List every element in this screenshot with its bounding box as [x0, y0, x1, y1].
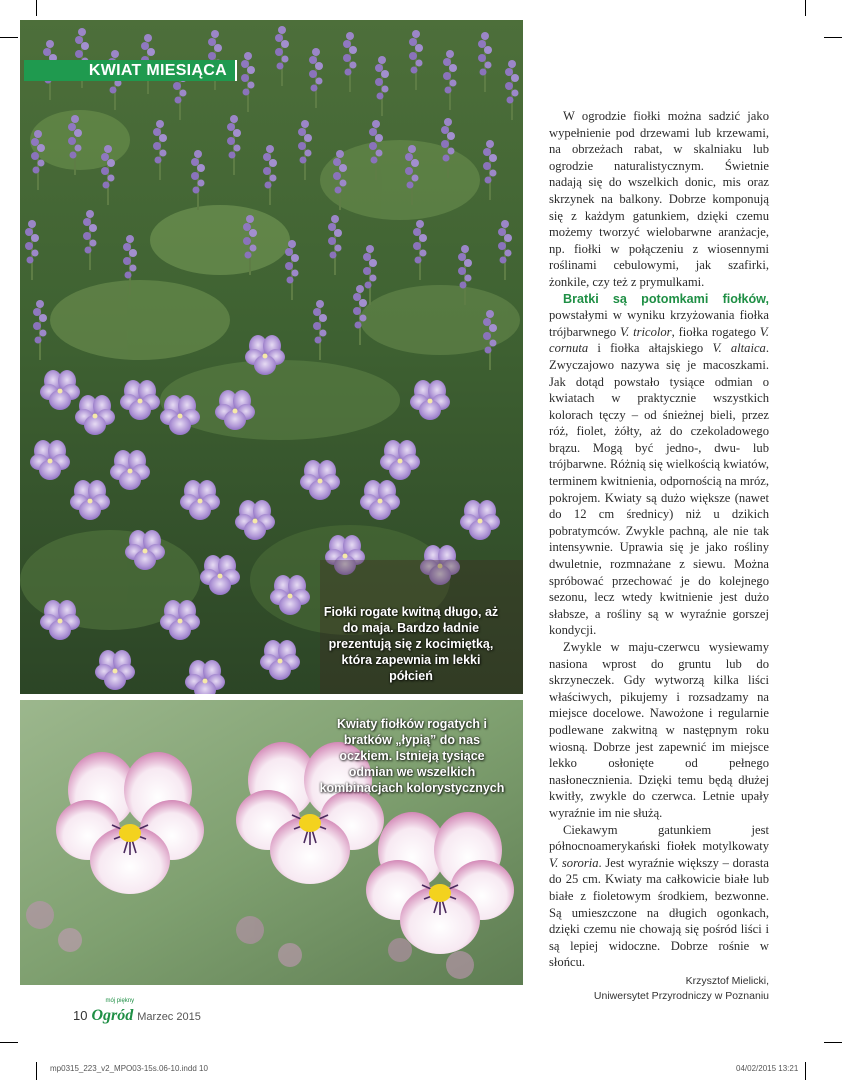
photo-violets-catmint	[20, 20, 523, 694]
logo-text: Ogród	[91, 1007, 134, 1024]
paragraph-4-text: . Jest wyraźnie większy – dorasta do 25 cm. Kwiaty ma całkowicie białe lub białe z fioletowym środkiem, bezwonne. Są umieszczone na długich ogonkach, dzięki czemu nie chowają się pośród liści i są lepiej widoczne. Dobrze rośnie w słońcu.	[549, 855, 769, 970]
crop-mark	[805, 0, 806, 16]
logo-tagline: mój piękny	[105, 998, 135, 1004]
crop-mark	[824, 37, 842, 38]
paragraph-4-text: Ciekawym gatunkiem jest północnoamerykański fiołek motylkowaty	[549, 822, 769, 854]
latin-name: V. altaica	[712, 341, 766, 356]
photo-caption-top: Fiołki rogate kwitną długo, aż do maja. Bardzo ładnie prezentują się z kocimiętką, która zapewnia im lekki półcień	[323, 605, 499, 683]
crop-mark	[805, 1062, 806, 1080]
violets-catmint-illustration	[20, 20, 523, 694]
paragraph-3: Zwykle w maju-czerwcu wysiewamy nasiona wprost do gruntu lub do skrzyneczek. Gdy wytworzą kilka liści właściwych, pikujemy i rozsadzamy na miejsce docelowe. Nawożone i regularnie podlewane zakwitną w następnym roku wiosną. Dobrze jest zapewnić im miejsce lekko osłonięte od pełnego nasłonecznienia. Dzięki temu będą dłużej kwitły, zwykle do czerwca. Letnie upały wyraźnie im nie służą.	[549, 640, 769, 820]
paragraph-1: W ogrodzie fiołki można sadzić jako wypełnienie pod drzewami lub krzewami, na obrzeżach rabat, w skalniaku lub ogrodzie naturalistycznym. Świetnie nadają się do wszelkich donic, mis oraz skrzynek na balkony. Dobrze komponują się z każdym gatunkiem, dzięki czemu możemy tworzyć wielobarwne aranżacje, np. fiołki w połączeniu z wiosennymi roślinami cebulowymi, jak szafirki, żonkile, czy też z prymulkami.	[549, 109, 769, 289]
crop-mark	[36, 0, 37, 16]
crop-mark	[0, 1042, 18, 1043]
latin-name: V. sororia	[549, 855, 599, 870]
latin-name: V. cornuta	[549, 324, 769, 356]
subheading-bratki: Bratki są potomkami fiołków,	[563, 291, 769, 306]
crop-mark	[36, 1062, 37, 1080]
author-signature	[549, 974, 769, 1004]
paragraph-2-text: i fiołka ałtajskiego	[588, 341, 713, 356]
author-affiliation: Uniwersytet Przyrodniczy w Poznaniu	[593, 989, 769, 1002]
crop-mark	[824, 1042, 842, 1043]
paragraph-2	[549, 291, 769, 639]
article-body	[549, 108, 769, 1004]
slug-filename: mp0315_223_v2_MPO03-15s.06-10.indd 10	[50, 1064, 208, 1073]
photo-pansies-closeup	[20, 700, 523, 985]
section-tag: KWIAT MIESIĄCA	[24, 60, 235, 81]
magazine-logo	[91, 998, 135, 1025]
issue-date: Marzec 2015	[137, 1011, 201, 1023]
page-folio	[73, 998, 201, 1025]
paragraph-2-text: powstałymi w wyniku krzyżowania fiołka trójbarwnego	[549, 308, 769, 339]
page-number: 10	[73, 1008, 88, 1023]
paragraph-2-text: , fiołka rogatego	[671, 324, 760, 339]
slug-date: 04/02/2015 13:21	[736, 1064, 799, 1073]
paragraph-2-text: . Zwyczajowo nazywa się je macoszkami. Jak dotąd powstało tysiące odmian o kwiatach w praktycznie wszystkich kolorach tęczy – od śnieżnej bieli, przez róż, fiolet, żółty, aż do czekoladowego brązu. Mogą być jedno-, dwu- lub trójbarwne. Różnią się wielkością kwiatów, terminem kwitnienia, odpornością na mróz, pokrojem. Kwiaty są dużo większe (nawet do 12 cm średnicy) niż u dzikich pobratymców. Zwykle pachną, ale nie tak intensywnie. Uprawia się je jako rośliny dwuletnie, rozmnażane z siewu. Można spróbować przechować je do kolejnego sezonu, lecz wtedy kwitnienie jest dużo słabsze, a rośliny są w wyraźnie gorszej kondycji.	[549, 341, 769, 638]
paragraph-4	[549, 822, 769, 971]
crop-mark	[0, 37, 18, 38]
photo-caption-bottom: Kwiaty fiołków rogatych i bratków „łypią” do nas oczkiem. Istnieją tysiące odmian we wszelkich kombinacjach kolorystycznych	[319, 717, 505, 795]
latin-name: V. tricolor	[620, 324, 672, 339]
author-name: Krzysztof Mielicki,	[685, 974, 769, 987]
